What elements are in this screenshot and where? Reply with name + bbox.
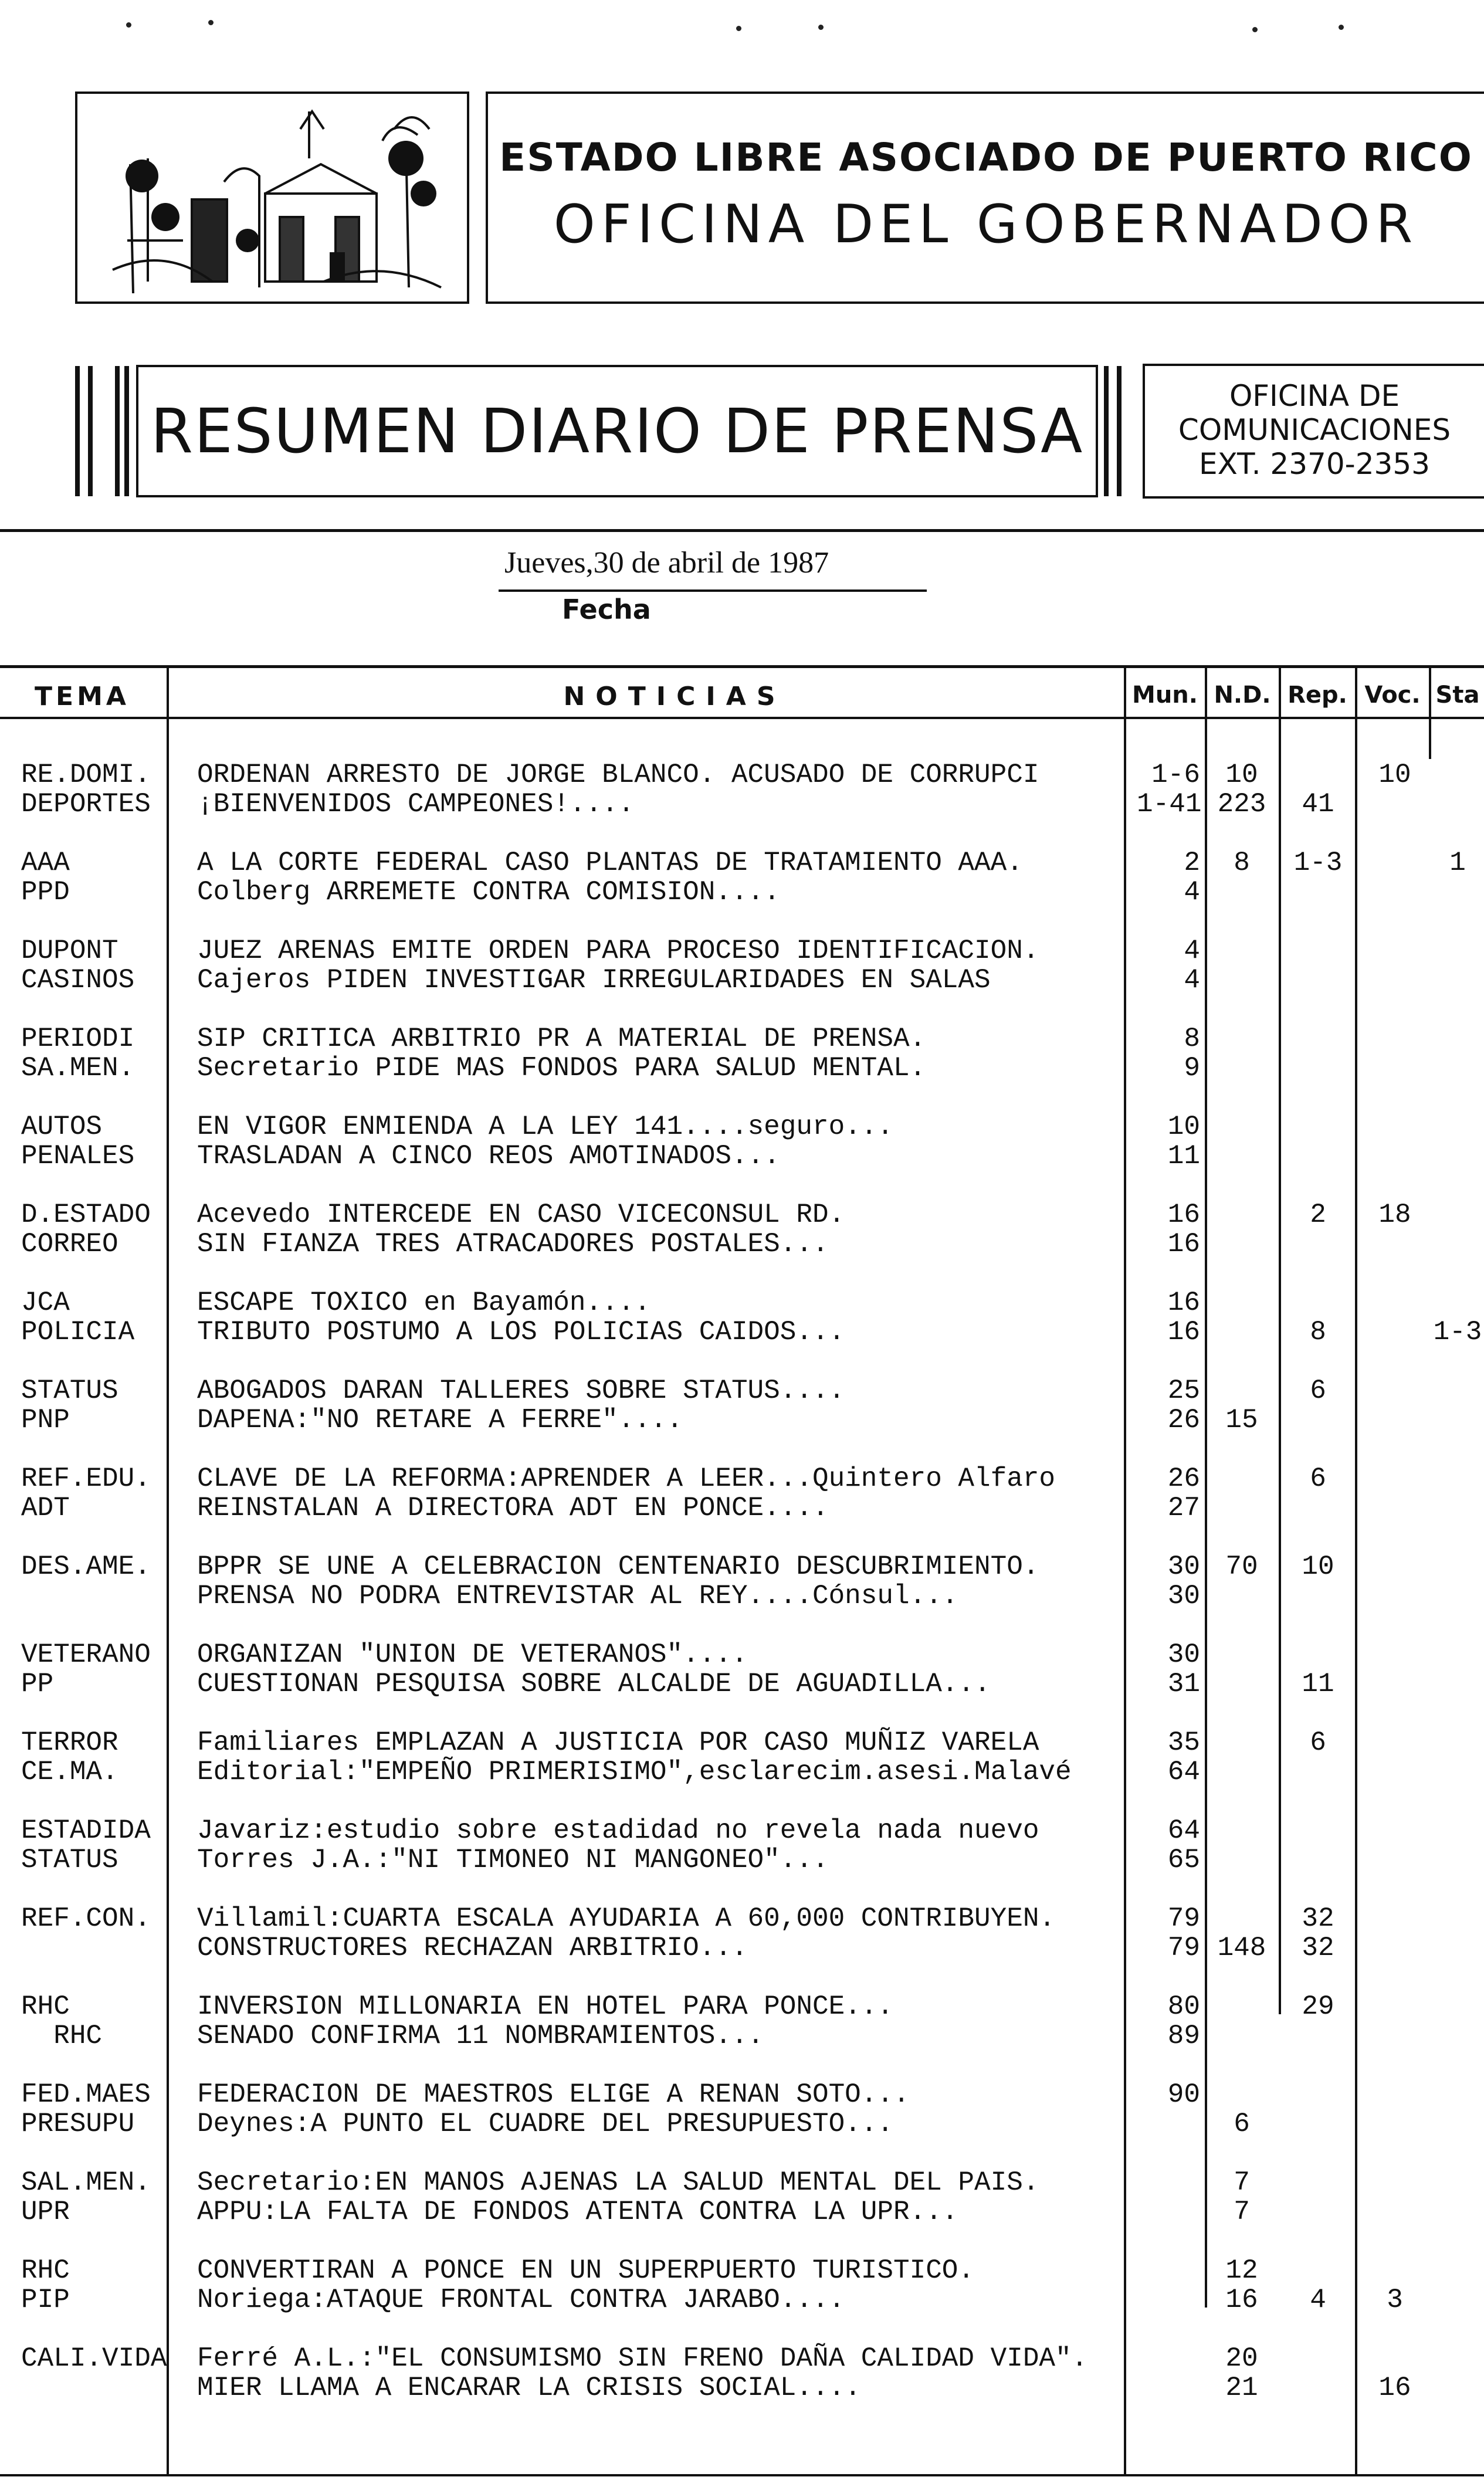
noticia-cell: SIP CRITICA ARBITRIO PR A MATERIAL DE PRENSA. bbox=[197, 1024, 926, 1054]
mun-cell: 27 bbox=[1167, 1493, 1200, 1523]
date-underline bbox=[499, 589, 927, 592]
tema-cell: PERIODI bbox=[21, 1024, 135, 1054]
header-divider bbox=[0, 529, 1484, 532]
mun-cell: 79 bbox=[1167, 1903, 1200, 1934]
scan-speck bbox=[126, 22, 131, 28]
tema-cell: RHC bbox=[21, 2021, 103, 2051]
table-row bbox=[0, 2285, 1484, 2315]
nd-cell: 7 bbox=[1234, 2197, 1250, 2227]
header-title-box bbox=[486, 92, 1484, 304]
mun-cell: 30 bbox=[1167, 1639, 1200, 1670]
mun-cell: 79 bbox=[1167, 1933, 1200, 1963]
table-row bbox=[0, 1200, 1484, 1229]
noticia-cell: MIER LLAMA A ENCARAR LA CRISIS SOCIAL.... bbox=[197, 2373, 861, 2403]
table-top-border bbox=[0, 665, 1484, 668]
tema-cell: TERROR bbox=[21, 1727, 118, 1758]
mun-cell: 90 bbox=[1167, 2079, 1200, 2110]
noticia-cell: PRENSA NO PODRA ENTREVISTAR AL REY....Cónsul... bbox=[197, 1581, 958, 1611]
noticia-cell: CUESTIONAN PESQUISA SOBRE ALCALDE DE AGUADILLA... bbox=[197, 1669, 991, 1699]
tema-cell: POLICIA bbox=[21, 1317, 135, 1347]
rep-cell: 6 bbox=[1310, 1463, 1326, 1494]
nd-cell: 20 bbox=[1225, 2343, 1258, 2374]
voc-cell: 10 bbox=[1378, 760, 1411, 790]
table-row bbox=[0, 2109, 1484, 2139]
tema-cell: REF.CON. bbox=[21, 1903, 151, 1934]
tema-cell: DEPORTES bbox=[21, 789, 151, 819]
tema-cell: CE.MA. bbox=[21, 1757, 118, 1787]
scan-speck bbox=[818, 25, 824, 30]
mun-cell: 64 bbox=[1167, 1757, 1200, 1787]
tema-cell: VETERANO bbox=[21, 1639, 151, 1670]
mun-cell: 1-41 bbox=[1137, 789, 1202, 819]
noticia-cell: ABOGADOS DARAN TALLERES SOBRE STATUS.... bbox=[197, 1375, 845, 1406]
sta-cell: 1 bbox=[1449, 848, 1466, 878]
nd-cell: 148 bbox=[1217, 1933, 1266, 1963]
tema-cell: PNP bbox=[21, 1405, 70, 1435]
noticia-cell: Secretario:EN MANOS AJENAS LA SALUD MENTAL DEL PAIS. bbox=[197, 2167, 1039, 2198]
government-title: ESTADO LIBRE ASOCIADO DE PUERTO RICO bbox=[499, 135, 1473, 180]
tema-cell: PENALES bbox=[21, 1141, 135, 1171]
noticia-cell: SIN FIANZA TRES ATRACADORES POSTALES... bbox=[197, 1229, 829, 1259]
scan-speck bbox=[1339, 25, 1344, 30]
table-row bbox=[0, 877, 1484, 907]
voc-cell: 16 bbox=[1378, 2373, 1411, 2403]
column-header-noticias: NOTICIAS bbox=[563, 682, 786, 711]
banner-bar bbox=[75, 366, 80, 496]
logo-frame bbox=[75, 92, 469, 304]
rep-cell: 41 bbox=[1302, 789, 1334, 819]
tema-cell: CASINOS bbox=[21, 965, 135, 995]
nd-cell: 21 bbox=[1225, 2373, 1258, 2403]
tema-cell: REF.EDU. bbox=[21, 1463, 151, 1494]
table-header-border bbox=[0, 717, 1484, 719]
rep-cell: 8 bbox=[1310, 1317, 1326, 1347]
tema-cell: ADT bbox=[21, 1493, 70, 1523]
noticia-cell: Villamil:CUARTA ESCALA AYUDARIA A 60,000 CONTRIBUYEN. bbox=[197, 1903, 1056, 1934]
office-title: OFICINA DEL GOBERNADOR bbox=[553, 194, 1419, 255]
tema-cell: PPD bbox=[21, 877, 70, 907]
table-row bbox=[0, 2256, 1484, 2285]
table-row bbox=[0, 2080, 1484, 2109]
tema-cell: STATUS bbox=[21, 1375, 118, 1406]
noticia-cell: Familiares EMPLAZAN A JUSTICIA POR CASO MUÑIZ VARELA bbox=[197, 1727, 1039, 1758]
mun-cell: 4 bbox=[1184, 965, 1200, 995]
banner-bar bbox=[1104, 366, 1109, 496]
mun-cell: 9 bbox=[1184, 1053, 1200, 1083]
noticia-cell: TRIBUTO POSTUMO A LOS POLICIAS CAIDOS... bbox=[197, 1317, 845, 1347]
contact-line: COMUNICACIONES bbox=[1178, 413, 1451, 447]
mun-cell: 26 bbox=[1167, 1463, 1200, 1494]
mun-cell: 31 bbox=[1167, 1669, 1200, 1699]
table-row bbox=[0, 1757, 1484, 1787]
nd-cell: 16 bbox=[1225, 2285, 1258, 2315]
mun-cell: 25 bbox=[1167, 1375, 1200, 1406]
tema-cell: DUPONT bbox=[21, 936, 118, 966]
tema-cell: RE.DOMI. bbox=[21, 760, 151, 790]
tema-cell: PIP bbox=[21, 2285, 70, 2315]
noticia-cell: FEDERACION DE MAESTROS ELIGE A RENAN SOTO... bbox=[197, 2079, 910, 2110]
nd-cell: 6 bbox=[1234, 2109, 1250, 2139]
tema-cell: CORREO bbox=[21, 1229, 118, 1259]
table-row bbox=[0, 1816, 1484, 1845]
mun-cell: 4 bbox=[1184, 877, 1200, 907]
noticia-cell: APPU:LA FALTA DE FONDOS ATENTA CONTRA LA UPR... bbox=[197, 2197, 958, 2227]
rep-cell: 11 bbox=[1302, 1669, 1334, 1699]
noticia-cell: ORDENAN ARRESTO DE JORGE BLANCO. ACUSADO DE CORRUPCI bbox=[197, 760, 1039, 790]
tema-cell: SAL.MEN. bbox=[21, 2167, 151, 2198]
mun-cell: 26 bbox=[1167, 1405, 1200, 1435]
table-row bbox=[0, 2373, 1484, 2403]
table-row bbox=[0, 1493, 1484, 1523]
tema-cell: ESTADIDA bbox=[21, 1815, 151, 1846]
mun-cell: 10 bbox=[1167, 1112, 1200, 1142]
rep-cell: 6 bbox=[1310, 1375, 1326, 1406]
table-row bbox=[0, 965, 1484, 995]
noticia-cell: Noriega:ATAQUE FRONTAL CONTRA JARABO.... bbox=[197, 2285, 845, 2315]
noticia-cell: Colberg ARREMETE CONTRA COMISION.... bbox=[197, 877, 780, 907]
column-header-tema: TEMA bbox=[35, 682, 130, 711]
sta-cell: 1-3 bbox=[1433, 1317, 1482, 1347]
noticia-cell: TRASLADAN A CINCO REOS AMOTINADOS... bbox=[197, 1141, 780, 1171]
table-row bbox=[0, 1229, 1484, 1259]
table-row bbox=[0, 1845, 1484, 1875]
noticia-cell: REINSTALAN A DIRECTORA ADT EN PONCE.... bbox=[197, 1493, 829, 1523]
tema-cell: RHC bbox=[21, 2255, 70, 2286]
noticia-cell: CONSTRUCTORES RECHAZAN ARBITRIO... bbox=[197, 1933, 748, 1963]
banner-bar bbox=[115, 366, 120, 496]
rep-cell: 1-3 bbox=[1293, 848, 1343, 878]
rep-cell: 10 bbox=[1302, 1551, 1334, 1582]
table-row bbox=[0, 1288, 1484, 1317]
table-row bbox=[0, 2197, 1484, 2227]
mun-cell: 16 bbox=[1167, 1287, 1200, 1318]
table-row bbox=[0, 1640, 1484, 1669]
table-row bbox=[0, 1552, 1484, 1581]
noticia-cell: JUEZ ARENAS EMITE ORDEN PARA PROCESO IDENTIFICACION. bbox=[197, 936, 1039, 966]
governor-mansion-drawing-icon bbox=[77, 94, 467, 301]
column-header-nd: N.D. bbox=[1214, 682, 1271, 709]
noticia-cell: INVERSION MILLONARIA EN HOTEL PARA PONCE... bbox=[197, 1991, 893, 2022]
table-row bbox=[0, 1464, 1484, 1493]
table-row bbox=[0, 1933, 1484, 1963]
tema-cell: RHC bbox=[21, 1991, 70, 2022]
tema-cell: AUTOS bbox=[21, 1112, 103, 1142]
mun-cell: 16 bbox=[1167, 1317, 1200, 1347]
noticia-cell: SENADO CONFIRMA 11 NOMBRAMIENTOS... bbox=[197, 2021, 764, 2051]
table-bottom-border bbox=[0, 2474, 1484, 2476]
table-row bbox=[0, 2168, 1484, 2197]
tema-cell: SA.MEN. bbox=[21, 1053, 135, 1083]
nd-cell: 70 bbox=[1225, 1551, 1258, 1582]
table-row bbox=[0, 1317, 1484, 1347]
rep-cell: 6 bbox=[1310, 1727, 1326, 1758]
mun-cell: 4 bbox=[1184, 936, 1200, 966]
column-header-rep: Rep. bbox=[1288, 682, 1347, 709]
date-label: Fecha bbox=[562, 594, 651, 625]
rep-cell: 32 bbox=[1302, 1933, 1334, 1963]
tema-cell: PRESUPU bbox=[21, 2109, 135, 2139]
noticia-cell: ORGANIZAN "UNION DE VETERANOS".... bbox=[197, 1639, 748, 1670]
table-row bbox=[0, 1141, 1484, 1171]
noticia-cell: Cajeros PIDEN INVESTIGAR IRREGULARIDADES EN SALAS bbox=[197, 965, 991, 995]
mun-cell: 64 bbox=[1167, 1815, 1200, 1846]
nd-cell: 10 bbox=[1225, 760, 1258, 790]
noticia-cell: BPPR SE UNE A CELEBRACION CENTENARIO DESCUBRIMIENTO. bbox=[197, 1551, 1039, 1582]
table-row bbox=[0, 790, 1484, 819]
column-header-voc: Voc. bbox=[1364, 682, 1421, 709]
tema-cell: STATUS bbox=[21, 1845, 118, 1875]
table-row bbox=[0, 1112, 1484, 1141]
table-row bbox=[0, 1728, 1484, 1757]
noticia-cell: EN VIGOR ENMIENDA A LA LEY 141....seguro... bbox=[197, 1112, 893, 1142]
mun-cell: 65 bbox=[1167, 1845, 1200, 1875]
tema-cell: CALI.VIDA bbox=[21, 2343, 167, 2374]
banner-bar bbox=[88, 366, 93, 496]
voc-cell: 3 bbox=[1387, 2285, 1403, 2315]
scan-speck bbox=[208, 20, 214, 25]
nd-cell: 8 bbox=[1234, 848, 1250, 878]
table-row bbox=[0, 1669, 1484, 1699]
nd-cell: 15 bbox=[1225, 1405, 1258, 1435]
mun-cell: 80 bbox=[1167, 1991, 1200, 2022]
mun-cell: 16 bbox=[1167, 1200, 1200, 1230]
tema-cell: D.ESTADO bbox=[21, 1200, 151, 1230]
column-header-sta: Sta bbox=[1435, 682, 1480, 709]
table-row bbox=[0, 1053, 1484, 1083]
noticia-cell: DAPENA:"NO RETARE A FERRE".... bbox=[197, 1405, 683, 1435]
table-row bbox=[0, 2344, 1484, 2373]
noticia-cell: ESCAPE TOXICO en Bayamón.... bbox=[197, 1287, 650, 1318]
mun-cell: 11 bbox=[1167, 1141, 1200, 1171]
table-row bbox=[0, 1992, 1484, 2021]
banner-title: RESUMEN DIARIO DE PRENSA bbox=[150, 395, 1084, 467]
noticia-cell: CONVERTIRAN A PONCE EN UN SUPERPUERTO TURISTICO. bbox=[197, 2255, 975, 2286]
tema-cell: AAA bbox=[21, 848, 70, 878]
tema-cell: FED.MAES bbox=[21, 2079, 151, 2110]
tema-cell: PP bbox=[21, 1669, 54, 1699]
mun-cell: 30 bbox=[1167, 1551, 1200, 1582]
scan-speck bbox=[1252, 27, 1258, 32]
voc-cell: 18 bbox=[1378, 1200, 1411, 1230]
tema-cell: DES.AME. bbox=[21, 1551, 151, 1582]
noticia-cell: Ferré A.L.:"EL CONSUMISMO SIN FRENO DAÑA CALIDAD VIDA". bbox=[197, 2343, 1088, 2374]
rep-cell: 29 bbox=[1302, 1991, 1334, 2022]
contact-line: OFICINA DE bbox=[1229, 379, 1400, 413]
column-header-mun: Mun. bbox=[1132, 682, 1198, 709]
mun-cell: 2 bbox=[1184, 848, 1200, 878]
mun-cell: 35 bbox=[1167, 1727, 1200, 1758]
noticia-cell: ¡BIENVENIDOS CAMPEONES!.... bbox=[197, 789, 635, 819]
rep-cell: 4 bbox=[1310, 2285, 1326, 2315]
noticia-cell: Acevedo INTERCEDE EN CASO VICECONSUL RD. bbox=[197, 1200, 845, 1230]
noticia-cell: Editorial:"EMPEÑO PRIMERISIMO",esclarecim.asesi.Malavé bbox=[197, 1757, 1072, 1787]
tema-cell: JCA bbox=[21, 1287, 70, 1318]
table-row bbox=[0, 1376, 1484, 1405]
noticia-cell: Secretario PIDE MAS FONDOS PARA SALUD MENTAL. bbox=[197, 1053, 926, 1083]
noticia-cell: A LA CORTE FEDERAL CASO PLANTAS DE TRATAMIENTO AAA. bbox=[197, 848, 1023, 878]
contact-box bbox=[1143, 364, 1484, 499]
banner-bar bbox=[124, 366, 129, 496]
nd-cell: 12 bbox=[1225, 2255, 1258, 2286]
table-row bbox=[0, 760, 1484, 790]
mun-cell: 8 bbox=[1184, 1024, 1200, 1054]
date-value: Jueves,30 de abril de 1987 bbox=[504, 546, 829, 580]
mun-cell: 1-6 bbox=[1151, 760, 1200, 790]
rep-cell: 32 bbox=[1302, 1903, 1334, 1934]
contact-extension: EXT. 2370-2353 bbox=[1199, 447, 1430, 481]
nd-cell: 223 bbox=[1217, 789, 1266, 819]
noticia-cell: CLAVE DE LA REFORMA:APRENDER A LEER...Quintero Alfaro bbox=[197, 1463, 1056, 1494]
rep-cell: 2 bbox=[1310, 1200, 1326, 1230]
tema-cell: UPR bbox=[21, 2197, 70, 2227]
banner-bar bbox=[1117, 366, 1122, 496]
table-row bbox=[0, 1581, 1484, 1611]
table-row bbox=[0, 2021, 1484, 2051]
table-row bbox=[0, 936, 1484, 965]
mun-cell: 30 bbox=[1167, 1581, 1200, 1611]
column-divider bbox=[1429, 665, 1431, 759]
noticia-cell: Javariz:estudio sobre estadidad no revela nada nuevo bbox=[197, 1815, 1039, 1846]
nd-cell: 7 bbox=[1234, 2167, 1250, 2198]
banner-box bbox=[136, 365, 1098, 497]
table-row bbox=[0, 1904, 1484, 1933]
table-row bbox=[0, 1024, 1484, 1053]
noticia-cell: Deynes:A PUNTO EL CUADRE DEL PRESUPUESTO... bbox=[197, 2109, 893, 2139]
mun-cell: 16 bbox=[1167, 1229, 1200, 1259]
noticia-cell: Torres J.A.:"NI TIMONEO NI MANGONEO"... bbox=[197, 1845, 829, 1875]
table-row bbox=[0, 848, 1484, 877]
mun-cell: 89 bbox=[1167, 2021, 1200, 2051]
table-row bbox=[0, 1405, 1484, 1435]
scan-speck bbox=[736, 26, 741, 31]
